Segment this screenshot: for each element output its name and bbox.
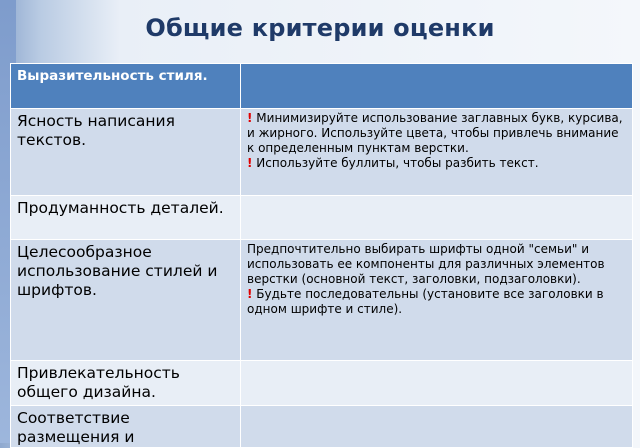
header-cell-criterion: [11, 64, 241, 109]
table-row: [11, 109, 633, 196]
table-row: [11, 240, 633, 361]
note-line-text: Используйте буллиты, чтобы разбить текст.: [252, 156, 539, 170]
criterion-text: Целесообразное использование стилей и шрифтов.: [17, 243, 218, 299]
note-line-text: Предпочтительно выбирать шрифты одной "семьи" и использовать ее компоненты для различных элементов верстки (основной текст, заголовки, подзаголовки).: [247, 242, 605, 286]
warning-mark: !: [247, 287, 253, 301]
header-cell-note: [241, 64, 633, 109]
criterion-cell: [11, 240, 241, 361]
header-criterion-text: Выразительность стиля.: [17, 68, 208, 84]
slide-title: Общие критерии оценки: [145, 14, 495, 42]
criterion-cell: [11, 406, 241, 448]
note-line: [247, 287, 626, 317]
note-cell: [241, 240, 633, 361]
criterion-text: Продуманность деталей.: [17, 199, 224, 217]
note-cell: [241, 361, 633, 406]
warning-mark: !: [247, 111, 253, 125]
criterion-cell: [11, 109, 241, 196]
criterion-cell: [11, 361, 241, 406]
note-line: [247, 156, 626, 171]
note-text: [241, 240, 632, 317]
note-line: [247, 111, 626, 156]
note-cell: [241, 109, 633, 196]
criterion-text: Ясность написания текстов.: [17, 112, 175, 149]
criterion-cell: [11, 196, 241, 240]
warning-mark: !: [247, 156, 253, 170]
table-row: [11, 406, 633, 448]
table-header-row: [11, 64, 633, 109]
note-cell: [241, 196, 633, 240]
note-cell: [241, 406, 633, 448]
criteria-table: [10, 63, 633, 448]
note-line: [247, 242, 626, 287]
note-text: [241, 109, 632, 171]
criterion-text: Соответствие размещения и: [17, 409, 135, 446]
criterion-text: Привлекательность общего дизайна.: [17, 364, 180, 401]
table-row: [11, 361, 633, 406]
table-row: [11, 196, 633, 240]
note-line-text: Будьте последовательны (установите все заголовки в одном шрифте и стиле).: [247, 287, 604, 316]
note-line-text: Минимизируйте использование заглавных букв, курсива, и жирного. Используйте цвета, чтобы привлечь внимание к определенным пунктам верстки.: [247, 111, 623, 155]
